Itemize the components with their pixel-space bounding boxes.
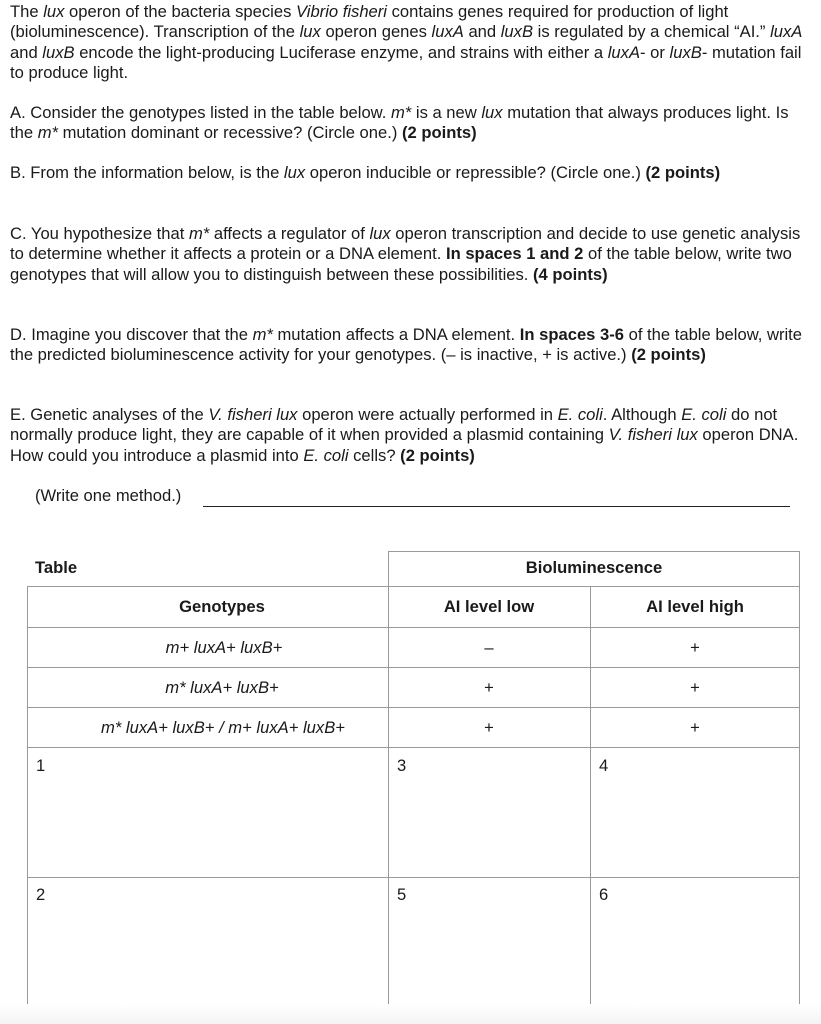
question-d: D. Imagine you discover that the m* mutation affects a DNA element. In spaces 3-6 of the table below, write the predicted bioluminescence activity for your genotypes. (– is inactive, + is active.) (2 points) (10, 325, 803, 365)
bioluminescence-header: Bioluminescence (525, 558, 663, 577)
table-rule (27, 707, 799, 708)
ai-high-cell: + (690, 718, 700, 737)
table-rule (799, 551, 800, 1004)
table-rule (388, 551, 799, 552)
question-b-points: (2 points) (645, 163, 721, 182)
table-rule (27, 667, 799, 668)
genotype-cell: m* luxA+ luxB+ (165, 678, 279, 697)
ai-low-cell: – (484, 638, 494, 657)
page-bottom-edge (0, 1004, 821, 1024)
genotype-cell: m+ luxA+ luxB+ (165, 638, 283, 657)
ai-high-column-header: AI level high (646, 597, 744, 616)
space-3-label: 3 (397, 756, 407, 775)
question-a-points: (2 points) (401, 123, 477, 143)
ai-low-cell: + (484, 718, 494, 737)
write-method-answer-line[interactable] (203, 506, 790, 507)
table-rule (590, 586, 591, 1004)
question-c-points: (4 points) (533, 264, 608, 284)
write-method-prompt: (Write one method.) (35, 486, 182, 505)
space-4-label: 4 (599, 756, 609, 775)
space-5-label: 5 (397, 885, 407, 904)
intro-paragraph: The lux operon of the bacteria species Vibrio fisheri contains genes required for production of light (bioluminescence). Transcription of the lux operon genes luxA and luxB is regulated by a chemical “AI.” luxA and luxB encode the light-producing Luciferase enzyme, and strains with either a luxA- or luxB- mutation fail to produce light. (10, 2, 803, 82)
table-rule (27, 627, 799, 628)
ai-low-column-header: AI level low (443, 597, 535, 616)
table-rule (27, 586, 28, 1004)
table-label: Table (35, 558, 78, 577)
question-a: A. Consider the genotypes listed in the table below. m* is a new lux mutation that always produces light. Is the m* mutation dominant or recessive? (Circle one.) (2 points) (10, 103, 789, 143)
table-rule (388, 551, 389, 1004)
genotype-cell: m* luxA+ luxB+ / m+ luxA+ luxB+ (101, 718, 345, 737)
question-c: C. You hypothesize that m* affects a regulator of lux operon transcription and decide to use genetic analysis to determine whether it affects a protein or a DNA element. In spaces 1 and 2 of the table below, write two genotypes that will allow you to distinguish between these possibilities. (4 points) (10, 224, 801, 284)
ai-high-cell: + (690, 638, 700, 657)
space-2-label: 2 (36, 885, 46, 904)
ai-high-cell: + (690, 678, 700, 697)
ai-low-cell: + (484, 678, 494, 697)
question-b: B. From the information below, is the lux operon inducible or repressible? (Circle one.) (2 points) (10, 163, 721, 182)
genotypes-column-header: Genotypes (179, 597, 265, 616)
table-rule (27, 877, 799, 878)
question-e-points: (2 points) (400, 445, 475, 465)
space-1-label: 1 (36, 756, 46, 775)
question-d-points: (2 points) (631, 345, 706, 365)
question-e: E. Genetic analyses of the V. fisheri lux operon were actually performed in E. coli. Although E. coli do not normally produce light, they are capable of it when provided a plasmid containing V. fisheri lux operon DNA. How could you introduce a plasmid into E. coli cells? (2 points) (10, 405, 799, 465)
space-6-label: 6 (599, 885, 609, 904)
table-rule (27, 747, 799, 748)
table-rule (27, 586, 799, 587)
